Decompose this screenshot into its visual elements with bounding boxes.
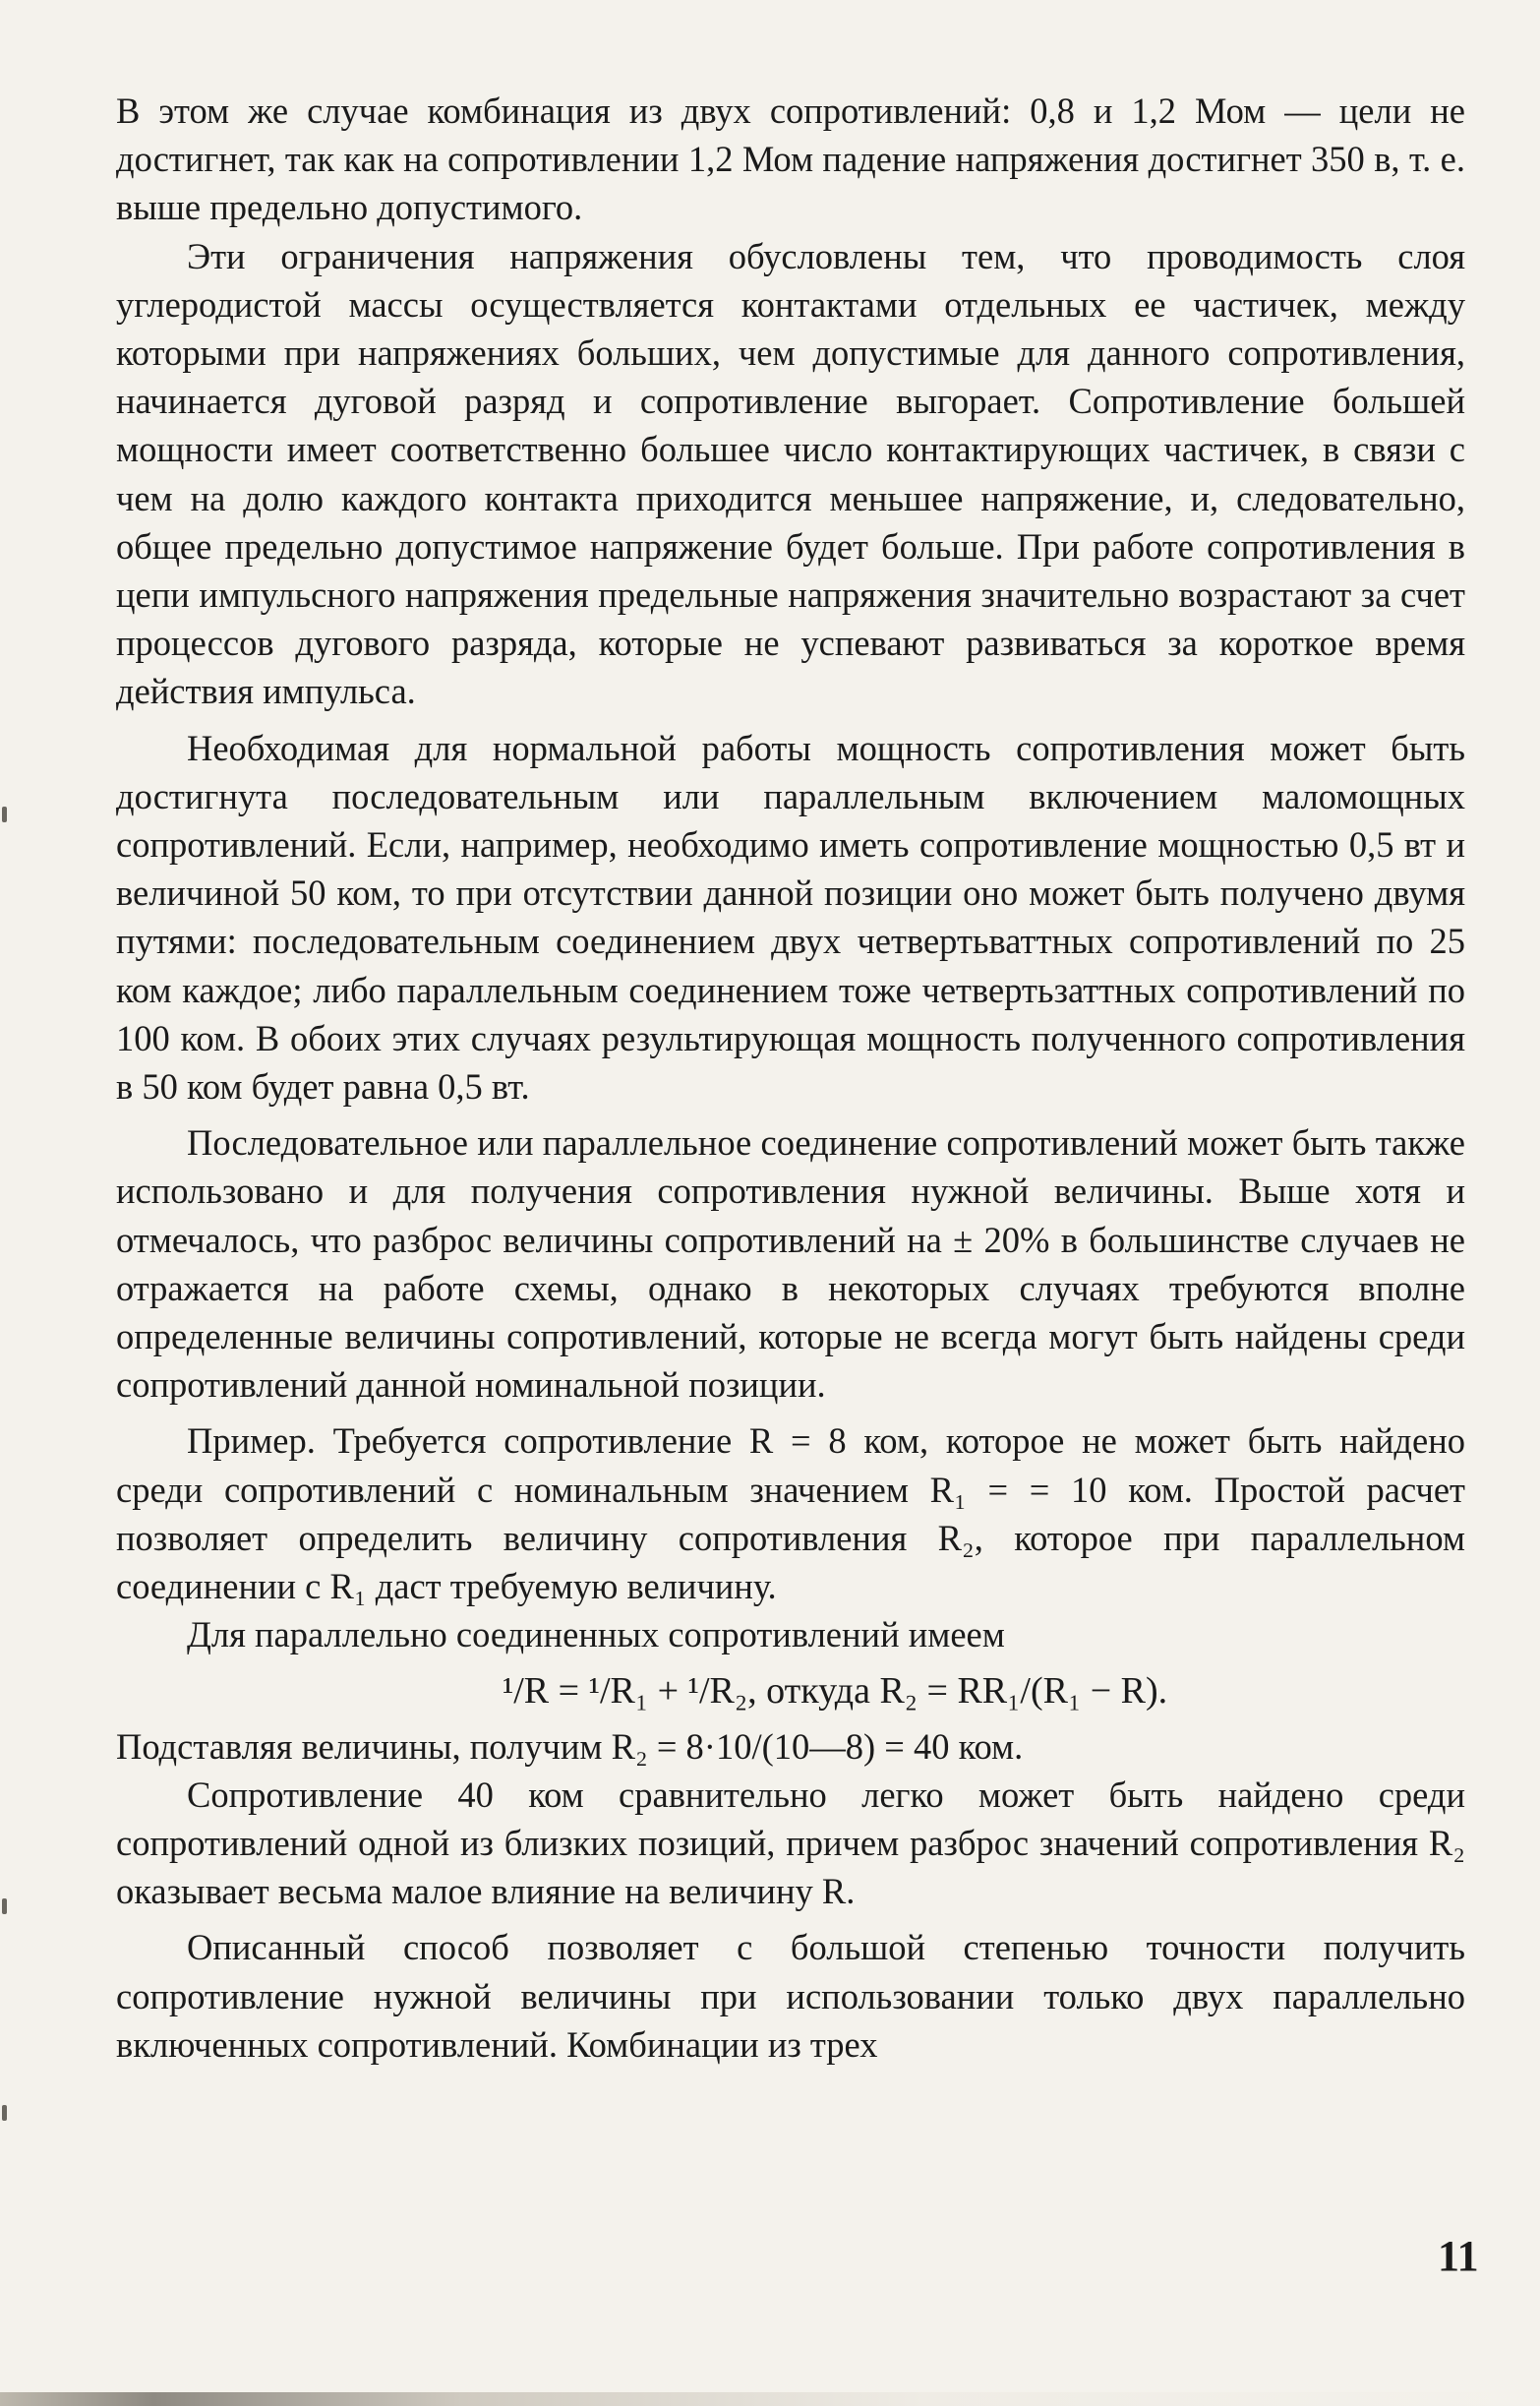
paragraph-3: Необходимая для нормальной работы мощность сопротивления может быть достигнута последовательным или параллельным включением маломощных сопротивлений. Если, например, необходимо иметь сопротивление мощностью 0,5 вт и величиной 50 ком, то при отсутствии данной позиции оно может быть получено двумя путями: последовательным соединением двух четвертьваттных сопротивлений по 25 ком каждое; либо параллельным соединением тоже четвертьзаттных сопротивлений по 100 ком. В обоих этих случаях результирующая мощность полученного сопротивления в 50 ком будет равна 0,5 вт. [116,727,1465,1108]
paragraph-2: Эти ограничения напряжения обусловлены тем, что проводимость слоя углеродистой массы осуществляется контактами отдельных ее частичек, между которыми при напряжениях больших, чем допустимые для данного сопротивления, начинается дуговой разряд и сопротивление выгорает. Сопротивление большей мощности имеет соответственно большее число контактирующих частичек, в связи с чем на долю каждого контакта приходится меньшее напряжение, и, следовательно, общее предельно допустимое напряжение будет больше. При работе сопротивления в цепи импульсного напряжения предельные напряжения значительно возрастают за счет процессов дугового разряда, которые не успевают развиваться за короткое время действия импульса. [116,235,1465,712]
binding-marks [0,0,10,2406]
page-bottom-edge [0,2392,1540,2406]
paragraph-4: Последовательное или параллельное соединение сопротивлений может быть также использовано и для получения сопротивления нужной величины. Выше хотя и отмечалось, что разброс величины сопротивлений на ± 20% в большинстве случаев не отражается на работе схемы, однако в некоторых случаях требуются вполне определенные величины сопротивлений, которые не всегда могут быть найдены среди сопротивлений данной номинальной позиции. [116,1122,1465,1406]
binding-mark [2,2105,7,2121]
paragraph-1: В этом же случае комбинация из двух сопротивлений: 0,8 и 1,2 Мом — цели не достигнет, так как на сопротивлении 1,2 Мом падение напряжения достигнет 350 в, т. е. выше предельно допустимого. [116,90,1465,228]
paragraph-9: Описанный способ позволяет с большой степенью точности получить сопротивление нужной величины при использовании только двух параллельно включенных сопротивлений. Комбинации из трех [116,1927,1465,2065]
paragraph-substitution: Подставляя величины, получим R₂ = 8·10/(10—8) = 40 ком. [116,1725,1024,1767]
body-text [116,87,1465,2069]
binding-mark [2,807,7,822]
page-number: 11 [1438,2232,1479,2280]
formula-parallel-resistance: ¹/R = ¹/R₁ + ¹/R₂, откуда R₂ = RR₁/(R₁ − R). [502,1669,1168,1712]
paragraph-6: Для параллельно соединенных сопротивлений имеем [187,1614,1005,1655]
paragraph-8: Сопротивление 40 ком сравнительно легко может быть найдено среди сопротивлений одной из близких позиций, причем разброс значений сопротивления R₂ оказывает весьма малое влияние на величину R. [116,1774,1465,1912]
binding-mark [2,1898,7,1914]
paragraph-example: Пример. Требуется сопротивление R = 8 ком, которое не может быть найдено среди сопротивлений с номинальным значением R₁ = = 10 ком. Простой расчет позволяет определить величину сопротивления R₂, которое при параллельном соединении с R₁ даст требуемую величину. [116,1420,1465,1607]
